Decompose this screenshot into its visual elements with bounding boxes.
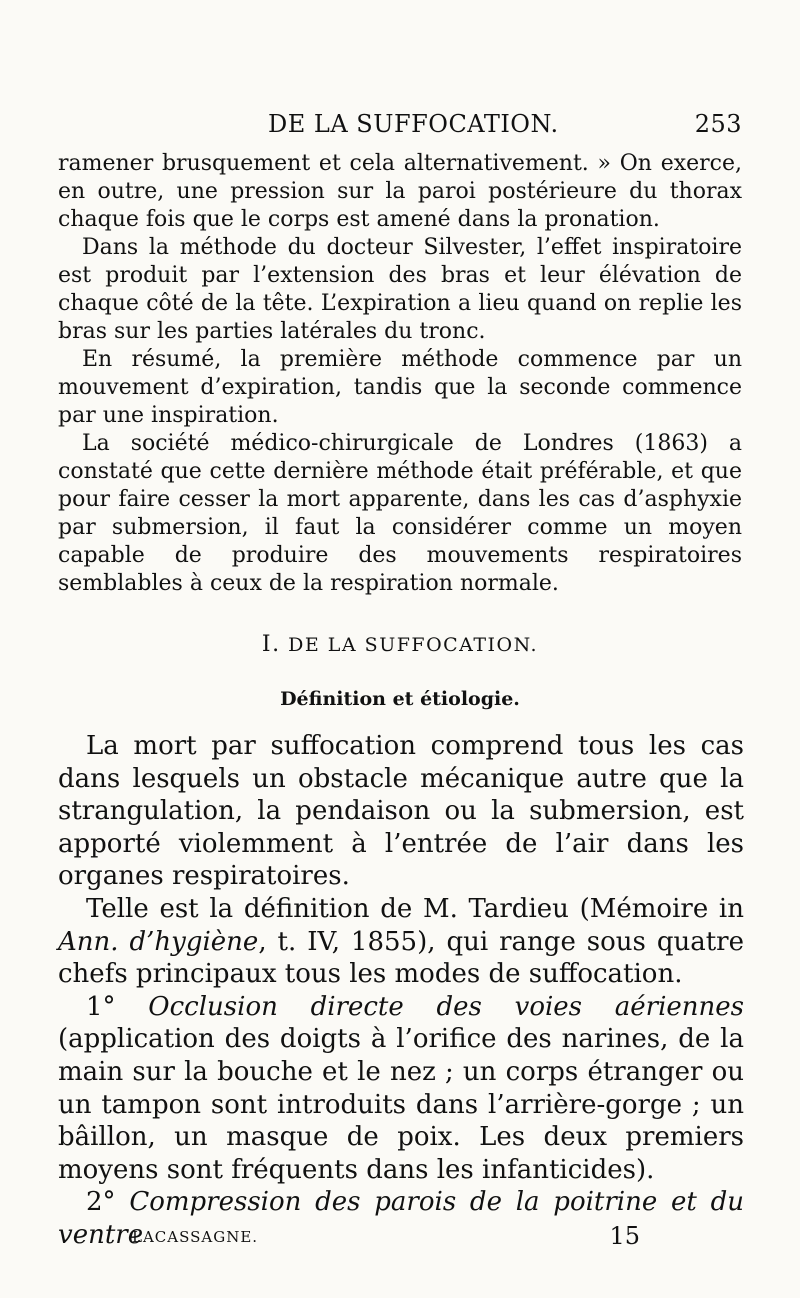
text-run: , t. IV, 1855), qui range sous quatre chefs principaux tous les modes de suffocation. <box>58 926 744 990</box>
running-title: DE LA SUFFOCATION. <box>268 110 559 138</box>
running-header <box>58 110 742 146</box>
paragraph: ramener brusquement et cela alternativement. » On exerce, en outre, une pression sur la paroi postérieure du thorax chaque fois que le corps est amené dans la pronation. <box>58 151 742 232</box>
section-heading <box>0 632 800 657</box>
paragraph: Dans la méthode du docteur Silvester, l’effet inspiratoire est produit par l’extension des bras et leur élévation de chaque côté de la tête. L’expiration a lieu quand on replie les bras sur les parties latérales du tronc. <box>58 235 742 344</box>
paragraph: La société médico-chirurgicale de Londres (1863) a constaté que cette dernière méthode était préférable, et que pour faire cesser la mort apparente, dans les cas d’asphyxie par submersion, il faut la considérer comme un moyen capable de produire des mouvements respiratoires semblables à ceux de la respiration normale. <box>58 431 742 596</box>
main-text-block <box>58 730 744 1252</box>
printer-signature: LACASSAGNE. <box>132 1228 259 1246</box>
upper-text-block <box>58 150 742 598</box>
item-heading: Compression des parois de la poitrine et du ventre <box>58 1187 744 1250</box>
subsection-heading: Définition et étiologie. <box>280 688 520 710</box>
page-number: 253 <box>694 110 742 138</box>
text-run: (application des doigts à l’orifice des narines, de la main sur la bouche et le nez ; un corps étranger ou un tampon sont introduits dans l’arrière-gorge ; un bâillon, un masque de poix. Les deux premiers moyens sont fréquents dans les infanticides). <box>58 1024 744 1185</box>
paragraph <box>58 991 744 1187</box>
section-number: I. <box>261 632 281 657</box>
paragraph <box>58 893 744 991</box>
journal-title: Ann. d’hygiène <box>58 926 259 957</box>
item-number: 1° <box>86 991 149 1022</box>
page-footer <box>132 1222 640 1252</box>
paragraph: La mort par suffocation comprend tous les cas dans lesquels un obstacle mécanique autre que la strangulation, la pendaison ou la submersion, est apporté violemment à l’entrée de l’air dans les organes respiratoires. <box>58 731 744 892</box>
paragraph: En résumé, la première méthode commence par un mouvement d’expiration, tandis que la seconde commence par une inspiration. <box>58 347 742 428</box>
sheet-number: 15 <box>609 1222 640 1250</box>
item-heading: Occlusion directe des voies aériennes <box>148 991 744 1022</box>
item-number: 2° <box>86 1187 130 1218</box>
text-run: Telle est la définition de M. Tardieu (Mémoire in <box>86 893 744 924</box>
section-title: DE LA SUFFOCATION. <box>288 634 539 656</box>
